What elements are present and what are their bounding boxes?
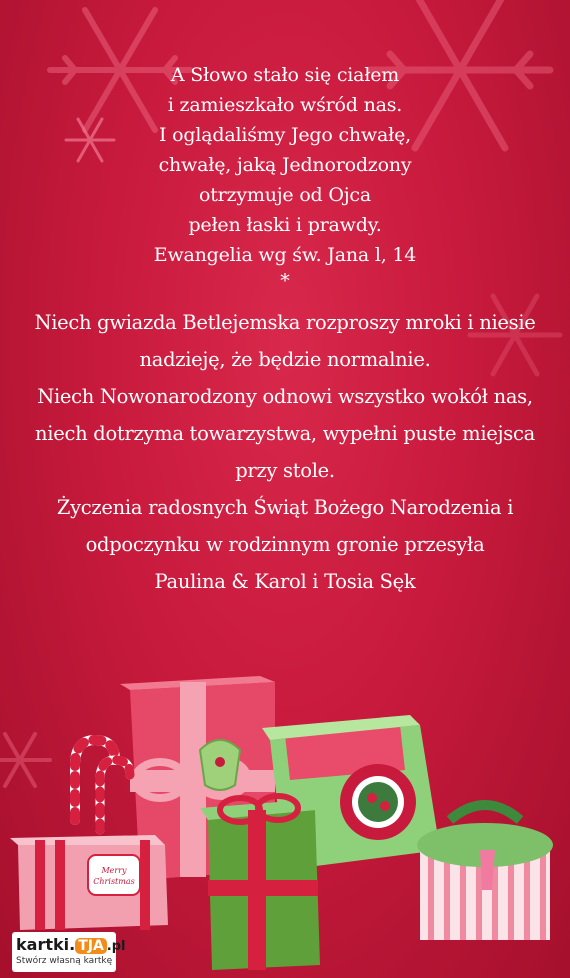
- card-text: [0, 60, 570, 600]
- gift-label-text: Merry Christmas: [93, 866, 135, 886]
- wish-line: Niech gwiazda Betlejemska rozproszy mroki i niesie: [34, 311, 536, 334]
- wish-line: niech dotrzyma towarzystwa, wypełni puste miejsca: [35, 422, 535, 445]
- verse-citation: Ewangelia wg św. Jana l, 14: [153, 244, 417, 266]
- verse-line: chwałę, jaką Jednorodzony: [158, 154, 412, 176]
- gift-box-striped-round: [417, 805, 553, 940]
- verse-line: pełen łaski i prawdy.: [188, 214, 382, 236]
- kartki-logo[interactable]: [12, 932, 126, 972]
- christmas-wishes: [0, 304, 570, 600]
- logo-tld: .pl: [106, 939, 126, 954]
- verse-line: I oglądaliśmy Jego chwałę,: [159, 124, 411, 146]
- wish-line: Życzenia radosnych Świąt Bożego Narodzenia i: [56, 496, 514, 519]
- rosette-ornament: [340, 764, 416, 840]
- logo-tagline: Stwórz własną kartkę: [16, 956, 113, 966]
- gift-box-green: [200, 796, 320, 970]
- logo-badge: TJA: [75, 938, 107, 954]
- logo-wordmark: [16, 935, 125, 954]
- logo-name: kartki.: [16, 935, 76, 954]
- verse-line: otrzymuje od Ojca: [198, 184, 371, 206]
- verse-line: i zamieszkało wśród nas.: [167, 94, 403, 116]
- gift-tag-green: [200, 740, 240, 790]
- gift-box-pink-labeled: [10, 835, 168, 930]
- bible-verse: [0, 60, 570, 270]
- wish-line: nadzieję, że będzie normalnie.: [139, 348, 431, 371]
- wish-line: Niech Nowonarodzony odnowi wszystko wokół nas,: [37, 385, 533, 408]
- verse-line: A Słowo stało się ciałem: [170, 64, 400, 86]
- signature-line: Paulina & Karol i Tosia Sęk: [154, 570, 416, 593]
- candy-cane-right: [100, 760, 130, 830]
- separator-asterisk: *: [280, 270, 290, 292]
- wish-line: przy stole.: [235, 459, 335, 482]
- wish-line: odpoczynku w rodzinnym gronie przesyła: [85, 533, 485, 556]
- candy-cane-left: [75, 740, 115, 820]
